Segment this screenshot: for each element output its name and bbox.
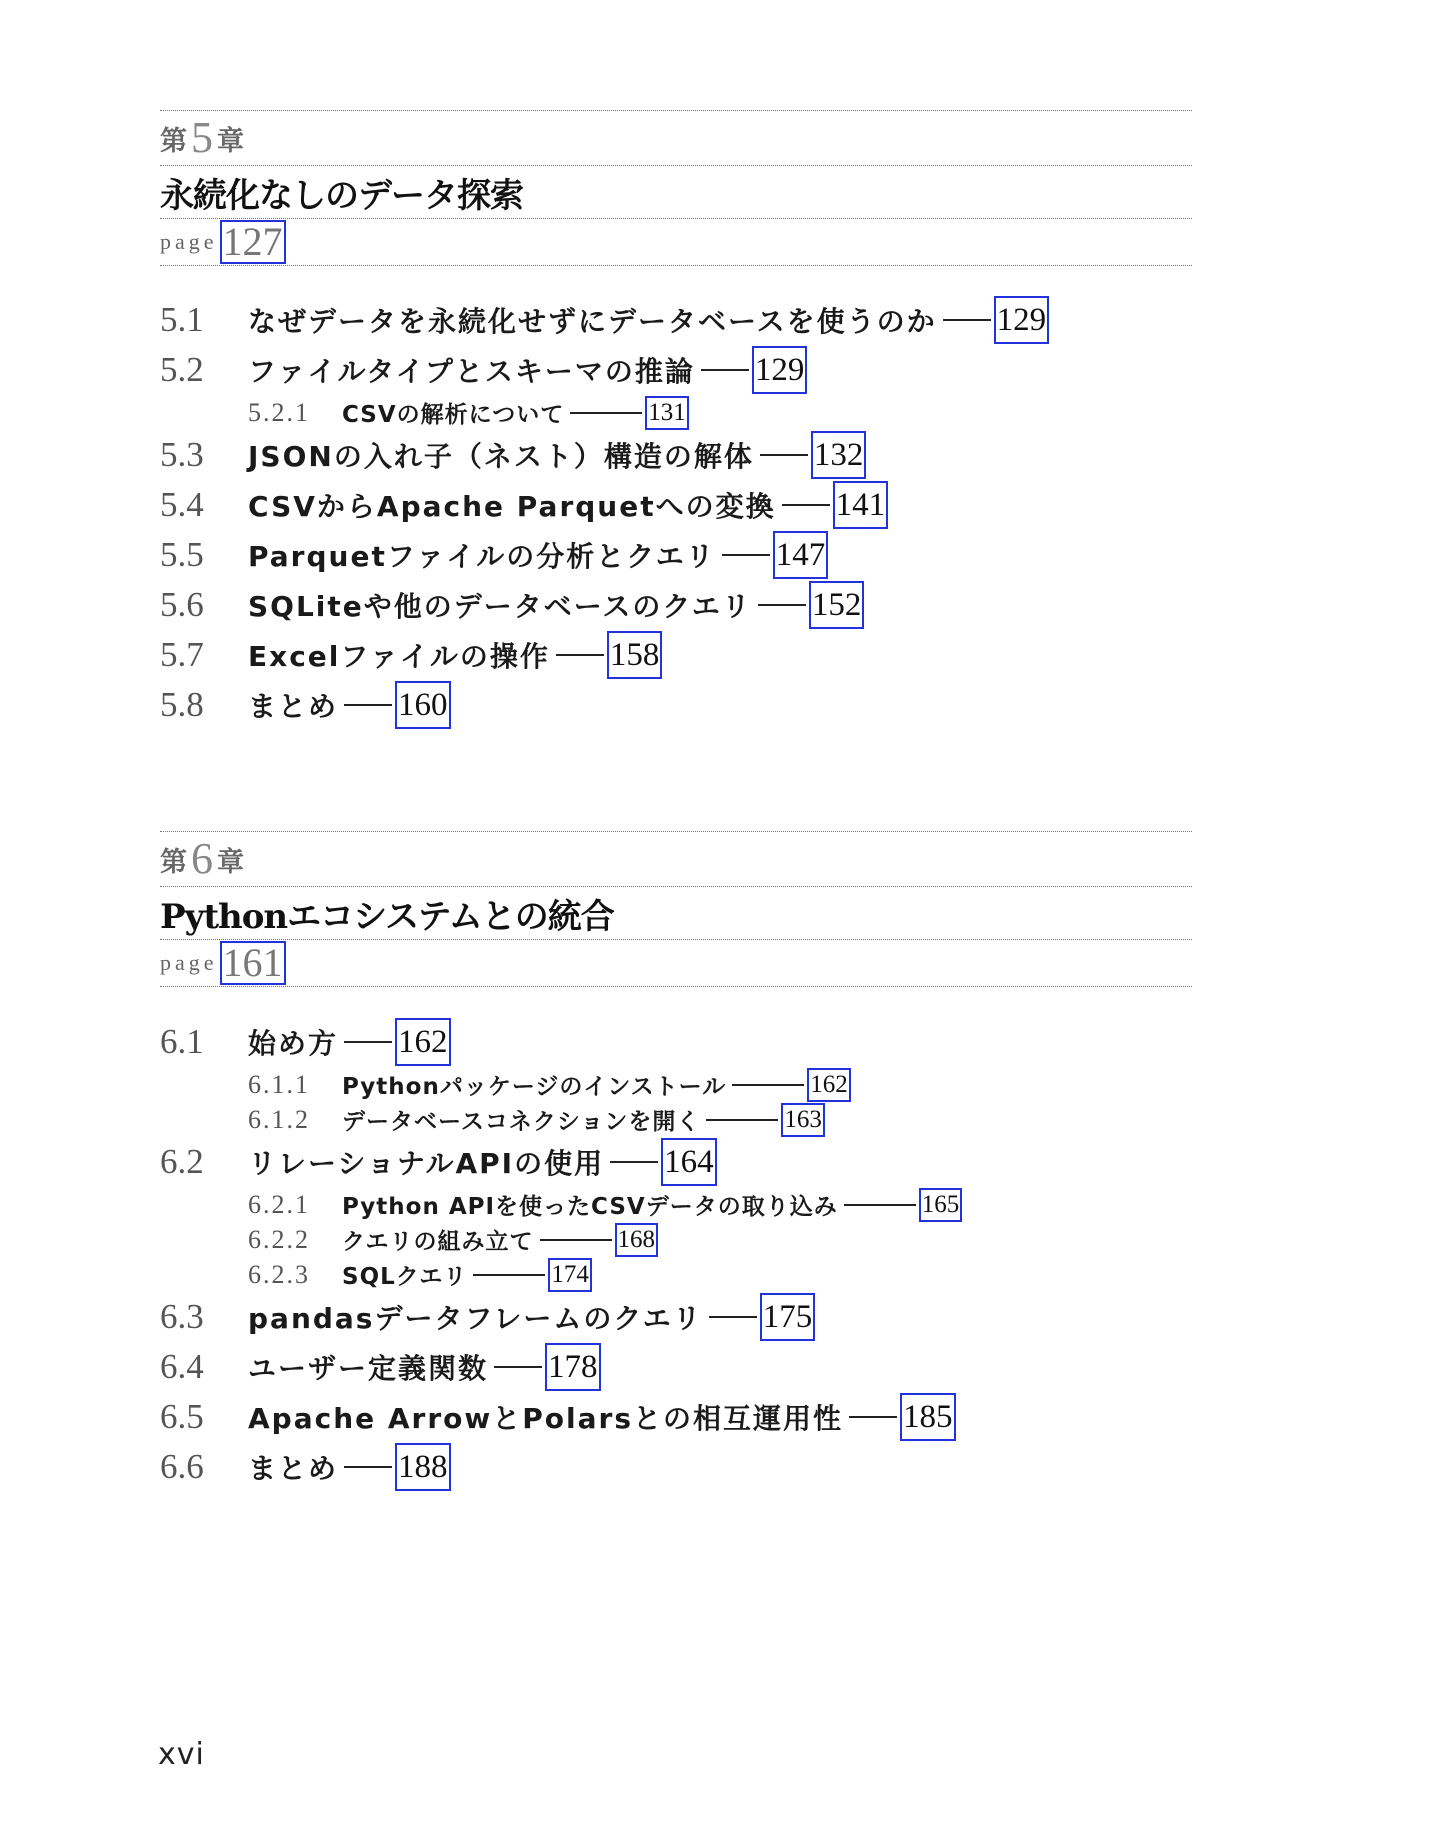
- dotted-rule: [160, 265, 1192, 266]
- page-folio: xvi: [158, 1737, 205, 1772]
- section-number: 6.2: [160, 1142, 204, 1181]
- section-number: 6.5: [160, 1397, 204, 1436]
- section-title: Python APIを使ったCSVデータの取り込み: [342, 1194, 838, 1220]
- toc-section: [160, 1342, 1192, 1392]
- section-title: なぜデータを永続化せずにデータベースを使うのか: [248, 305, 937, 338]
- section-number: 5.4: [160, 485, 204, 524]
- toc-subsection: [160, 1187, 1192, 1222]
- leader-line: [344, 1466, 392, 1468]
- page-number-link[interactable]: 160: [395, 681, 451, 729]
- leader-line: [701, 369, 749, 371]
- page-label: page: [160, 229, 218, 254]
- section-number: 5.2.1: [248, 397, 310, 427]
- section-number: 5.6: [160, 585, 204, 624]
- page-number-link[interactable]: 185: [900, 1393, 956, 1441]
- section-title: クエリの組み立て: [342, 1229, 534, 1255]
- leader-line: [610, 1161, 658, 1163]
- leader-line: [473, 1274, 545, 1276]
- leader-line: [494, 1366, 542, 1368]
- toc-subsection: [160, 1067, 1192, 1102]
- toc-section: [160, 1137, 1192, 1187]
- leader-line: [782, 504, 830, 506]
- section-title: JSONの入れ子（ネスト）構造の解体: [248, 440, 754, 473]
- chapter-page: [160, 219, 1192, 265]
- section-title: Excelファイルの操作: [248, 640, 550, 673]
- page-number-link[interactable]: 168: [615, 1223, 659, 1257]
- toc-section: [160, 530, 1192, 580]
- section-number: 5.7: [160, 635, 204, 674]
- toc-subsection: [160, 1102, 1192, 1137]
- chapter-title: 永続化なしのデータ探索: [160, 175, 523, 216]
- chapter-page: [160, 940, 1192, 986]
- chapter-number: 6: [191, 834, 213, 883]
- chapter-6-entries: [160, 1017, 1192, 1492]
- chapter-page-link[interactable]: 161: [220, 941, 286, 985]
- page-number-link[interactable]: 188: [395, 1443, 451, 1491]
- page-number-link[interactable]: 132: [811, 431, 867, 479]
- section-number: 5.1: [160, 300, 204, 339]
- section-number: 5.8: [160, 685, 204, 724]
- chapter-5-entries: [160, 295, 1192, 730]
- toc-section: [160, 580, 1192, 630]
- page-number-link[interactable]: 162: [807, 1068, 851, 1102]
- page-number-link[interactable]: 164: [661, 1138, 717, 1186]
- leader-line: [849, 1416, 897, 1418]
- section-title: 始め方: [248, 1027, 339, 1060]
- toc-section: [160, 480, 1192, 530]
- section-number: 6.1.2: [248, 1104, 310, 1134]
- section-number: 6.1: [160, 1022, 204, 1061]
- section-number: 5.3: [160, 435, 204, 474]
- page-number-link[interactable]: 174: [548, 1258, 592, 1292]
- section-title: Parquetファイルの分析とクエリ: [248, 540, 716, 573]
- page-number-link[interactable]: 162: [395, 1018, 451, 1066]
- leader-line: [709, 1316, 757, 1318]
- dotted-rule: [160, 986, 1192, 987]
- section-title: CSVの解析について: [342, 402, 565, 428]
- section-number: 5.2: [160, 350, 204, 389]
- page-number-link[interactable]: 163: [781, 1103, 825, 1137]
- chapter-suffix: 章: [217, 846, 244, 878]
- leader-line: [943, 319, 991, 321]
- page-number-link[interactable]: 152: [809, 581, 865, 629]
- page-number-link[interactable]: 178: [545, 1343, 601, 1391]
- leader-line: [760, 454, 808, 456]
- section-number: 6.4: [160, 1347, 204, 1386]
- chapter-suffix: 章: [217, 125, 244, 157]
- toc-section: [160, 1442, 1192, 1492]
- section-number: 6.2.3: [248, 1259, 310, 1289]
- leader-line: [570, 412, 642, 414]
- toc-section: [160, 345, 1192, 395]
- toc-section: [160, 630, 1192, 680]
- page-number-link[interactable]: 129: [752, 346, 808, 394]
- toc-section: [160, 295, 1192, 345]
- section-title: Pythonパッケージのインストール: [342, 1074, 727, 1100]
- section-title: CSVからApache Parquetへの変換: [248, 490, 776, 523]
- section-number: 6.1.1: [248, 1069, 310, 1099]
- section-title: SQLクエリ: [342, 1264, 468, 1290]
- leader-line: [556, 654, 604, 656]
- page-label: page: [160, 950, 218, 975]
- chapter-6-header: [160, 831, 1192, 987]
- section-number: 6.6: [160, 1447, 204, 1486]
- page-number-link[interactable]: 141: [833, 481, 889, 529]
- section-title: pandasデータフレームのクエリ: [248, 1302, 703, 1335]
- leader-line: [706, 1119, 778, 1121]
- page-number-link[interactable]: 129: [994, 296, 1050, 344]
- section-title: データベースコネクションを開く: [342, 1109, 701, 1135]
- leader-line: [732, 1084, 804, 1086]
- toc-section: [160, 1017, 1192, 1067]
- page-number-link[interactable]: 147: [773, 531, 829, 579]
- section-number: 5.5: [160, 535, 204, 574]
- section-number: 6.2.2: [248, 1224, 310, 1254]
- leader-line: [344, 704, 392, 706]
- chapter-title: Pythonエコシステムとの統合: [160, 896, 614, 937]
- section-number: 6.3: [160, 1297, 204, 1336]
- toc-section: [160, 1292, 1192, 1342]
- section-title: リレーショナルAPIの使用: [248, 1147, 605, 1180]
- leader-line: [722, 554, 770, 556]
- section-title: ファイルタイプとスキーマの推論: [248, 355, 695, 388]
- chapter-prefix: 第: [160, 125, 187, 157]
- leader-line: [758, 604, 806, 606]
- toc-subsection: [160, 1222, 1192, 1257]
- chapter-label: [160, 832, 1192, 886]
- toc-subsection: [160, 1257, 1192, 1292]
- leader-line: [344, 1041, 392, 1043]
- chapter-label: [160, 111, 1192, 165]
- section-title: Apache ArrowとPolarsとの相互運用性: [248, 1402, 843, 1435]
- section-number: 6.2.1: [248, 1189, 310, 1219]
- chapter-number: 5: [191, 113, 213, 162]
- page-number-link[interactable]: 158: [607, 631, 663, 679]
- leader-line: [844, 1204, 916, 1206]
- leader-line: [540, 1239, 612, 1241]
- chapter-5-header: [160, 110, 1192, 266]
- toc-section: [160, 1392, 1192, 1442]
- chapter-page-link[interactable]: 127: [220, 220, 286, 264]
- section-title: ユーザー定義関数: [248, 1352, 489, 1385]
- page-number-link[interactable]: 165: [919, 1188, 963, 1222]
- toc-subsection: [160, 395, 1192, 430]
- section-title: まとめ: [248, 1452, 339, 1485]
- section-title: SQLiteや他のデータベースのクエリ: [248, 590, 752, 623]
- page-number-link[interactable]: 131: [645, 396, 689, 430]
- toc-section: [160, 680, 1192, 730]
- page-number-link[interactable]: 175: [760, 1293, 816, 1341]
- toc-section: [160, 430, 1192, 480]
- section-title: まとめ: [248, 690, 339, 723]
- chapter-prefix: 第: [160, 846, 187, 878]
